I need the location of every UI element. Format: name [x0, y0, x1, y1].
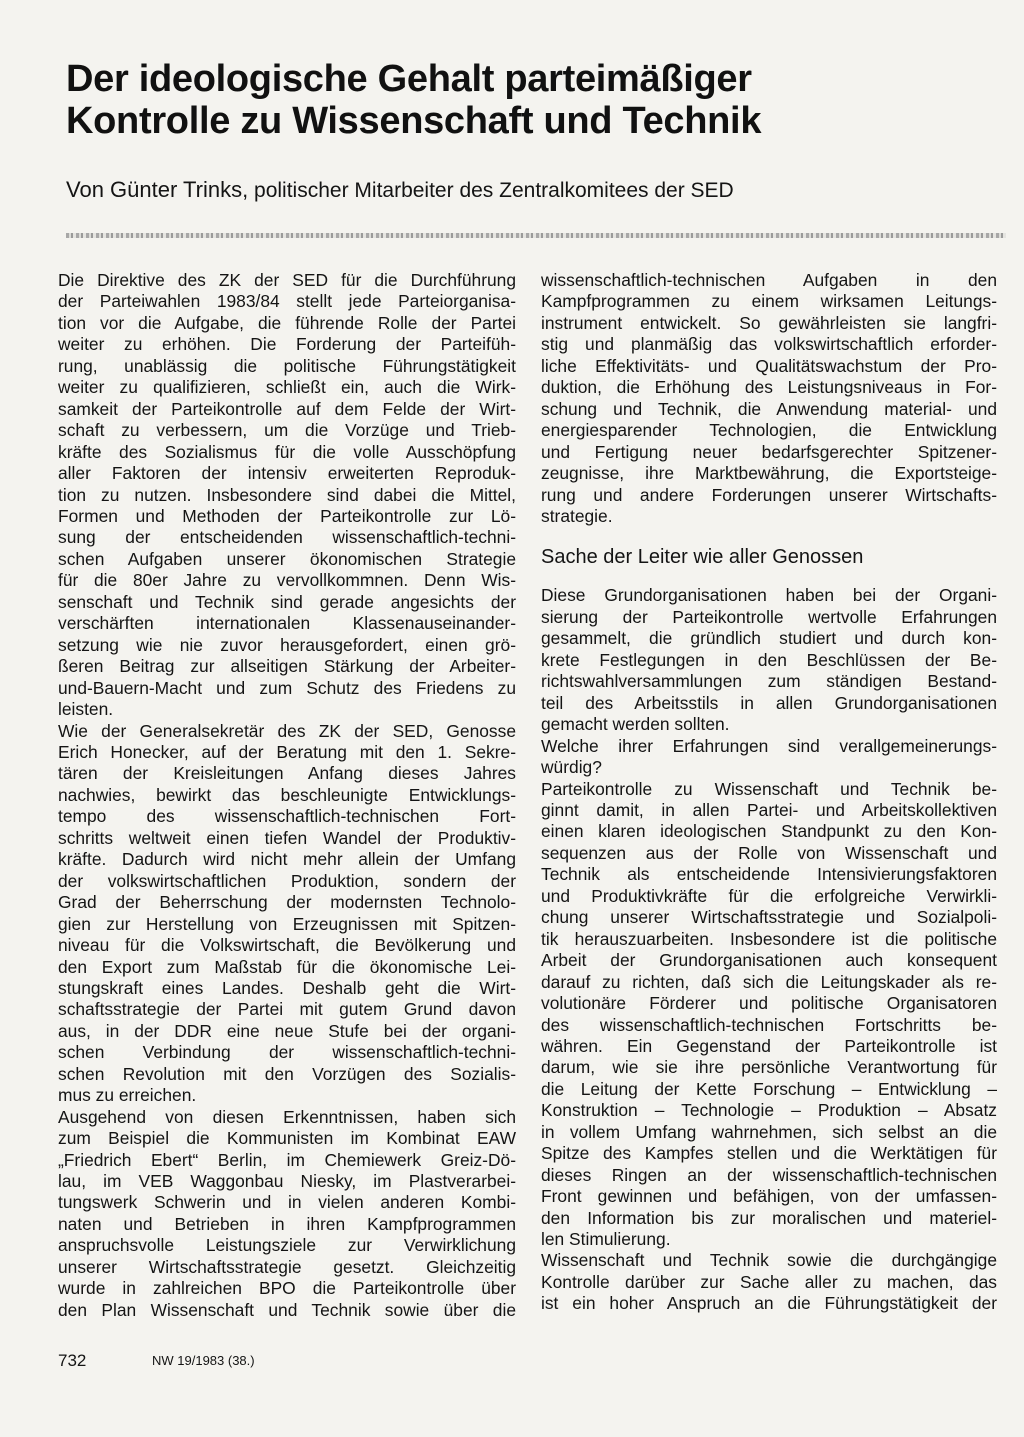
left-paragraph-3	[58, 1107, 516, 1322]
text-line: den Plan Wissenschaft und Technik sowie über die	[58, 1299, 516, 1320]
text-line: ist ein hoher Anspruch an die Führungstätigkeit der	[541, 1293, 997, 1314]
left-paragraph-2	[58, 721, 516, 1107]
text-line: ginnt damit, in allen Partei- und Arbeitskollektiven	[541, 799, 997, 820]
text-line: duktion, die Erhöhung des Leistungsniveaus in For-	[541, 377, 997, 398]
text-line: Parteikontrolle zu Wissenschaft und Technik be-	[541, 778, 997, 799]
text-line: anspruchsvolle Leistungsziele zur Verwirklichung	[58, 1235, 516, 1256]
text-line: darum, wie sie ihre persönliche Verantwortung für	[541, 1057, 997, 1078]
text-line: Spitze des Kampfes stellen und die Werktätigen für	[541, 1143, 997, 1164]
text-line: wissenschaftlich-technischen Aufgaben in den	[541, 270, 997, 290]
text-line: schaft zu verbessern, um die Vorzüge und Trieb-	[58, 420, 516, 441]
text-line: lau, im VEB Waggonbau Niesky, im Plastverarbei-	[58, 1171, 516, 1192]
text-line: rung, unablässig die politische Führungstätigkeit	[58, 355, 516, 376]
text-line: niveau für die Volkswirtschaft, die Bevölkerung und	[58, 935, 516, 956]
text-line: zum Beispiel die Kommunisten im Kombinat EAW	[58, 1128, 516, 1149]
text-line: senschaft und Technik sind gerade angesichts der	[58, 591, 516, 612]
text-line: tik herauszuarbeiten. Insbesondere ist die politische	[541, 928, 997, 949]
byline-author: Von Günter Trinks,	[66, 177, 249, 202]
text-line: Erich Honecker, auf der Beratung mit den 1. Sekre-	[58, 741, 516, 762]
byline-role: politischer Mitarbeiter des Zentralkomitees der SED	[248, 179, 734, 202]
text-line: des wissenschaftlich-technischen Fortschritts be-	[541, 1014, 997, 1035]
text-line: liche Effektivitäts- und Qualitätswachstum der Pro-	[541, 355, 997, 376]
left-paragraph-1	[58, 270, 516, 721]
text-line: tion zu nutzen. Insbesondere sind dabei die Mittel,	[58, 484, 516, 505]
text-line: tären der Kreisleitungen Anfang dieses Jahres	[58, 763, 516, 784]
text-line: Wissenschaft und Technik sowie die durchgängige	[541, 1250, 997, 1271]
text-line: dieses Ringen an der wissenschaftlich-technischen	[541, 1164, 997, 1185]
text-line: aus, in der DDR eine neue Stufe bei der organi-	[58, 1020, 516, 1041]
text-line: und Produktivkräfte für die erfolgreiche Verwirkli-	[541, 885, 997, 906]
text-line: samkeit der Parteikontrolle auf dem Felde der Wirt-	[58, 398, 516, 419]
text-line: Diese Grundorganisationen haben bei der Organi-	[541, 585, 997, 606]
text-line: volutionäre Förderer und politische Organisatoren	[541, 993, 997, 1014]
text-line: setzung wie nie zuvor herausgefordert, einen grö-	[58, 634, 516, 655]
text-line: Front gewinnen und befähigen, von der umfassen-	[541, 1186, 997, 1207]
text-line: len Stimulierung.	[541, 1229, 671, 1250]
text-line: Formen und Methoden der Parteikontrolle zur Lö-	[58, 505, 516, 526]
right-column	[541, 270, 997, 1315]
text-line: mus zu erreichen.	[58, 1085, 197, 1106]
title-line-1: Der ideologische Gehalt parteimäßiger	[66, 58, 752, 100]
text-line: zeugnisse, ihre Marktbewährung, die Exportsteige-	[541, 463, 997, 484]
text-line: unserer Wirtschaftsstrategie gesetzt. Gleichzeitig	[58, 1256, 516, 1277]
text-line: einen klaren ideologischen Standpunkt zu den Kon-	[541, 821, 997, 842]
text-line: weiter zu erhöhen. Die Forderung der Parteifüh-	[58, 334, 516, 355]
text-line: Ausgehend von diesen Erkenntnissen, haben sich	[58, 1106, 516, 1127]
text-line: schritts weltweit einen tiefen Wandel der Produktiv-	[58, 827, 516, 848]
text-line: aller Faktoren der intensiv erweiterten Reproduk-	[58, 463, 516, 484]
text-line: gien zur Herstellung von Erzeugnissen mit Spitzen-	[58, 913, 516, 934]
page-number: 732	[58, 1351, 87, 1370]
text-line: den Information bis zur moralischen und materiel-	[541, 1207, 997, 1228]
text-line: naten und Betrieben in ihren Kampfprogrammen	[58, 1213, 516, 1234]
text-line: gemacht werden sollten.	[541, 714, 730, 735]
text-line: Technik als entscheidende Intensivierungsfaktoren	[541, 864, 997, 885]
text-line: kräfte des Sozialismus für die volle Ausschöpfung	[58, 441, 516, 462]
text-line: und-Bauern-Macht und zum Schutz des Friedens zu	[58, 677, 516, 698]
text-line: Die Direktive des ZK der SED für die Durchführung	[58, 270, 516, 290]
text-line: krete Festlegungen in den Beschlüssen der Be-	[541, 649, 997, 670]
text-line: in vollem Umfang wahrnehmen, sich selbst an die	[541, 1121, 997, 1142]
text-line: rung und andere Forderungen unserer Wirtschafts-	[541, 484, 997, 505]
article-title	[66, 58, 966, 142]
section-heading: Sache der Leiter wie aller Genossen	[541, 546, 864, 569]
text-line: Welche ihrer Erfahrungen sind verallgemeinerungs-	[541, 735, 997, 756]
text-line: leisten.	[58, 699, 114, 720]
right-paragraph-5	[541, 1250, 997, 1314]
text-line: darauf zu richten, daß sich die Leitungskader als re-	[541, 971, 997, 992]
text-line: der volkswirtschaftlichen Produktion, sondern der	[58, 870, 516, 891]
text-line: nachwies, bewirkt das beschleunigte Entwicklungs-	[58, 784, 516, 805]
text-line: stungskraft eines Landes. Deshalb geht die Wirt-	[58, 977, 516, 998]
right-paragraph-1	[541, 270, 997, 527]
text-line: richtswahlversammlungen zum ständigen Bestand-	[541, 671, 997, 692]
text-line: instrument entwickelt. So gewährleisten sie langfri-	[541, 312, 997, 333]
title-line-2: Kontrolle zu Wissenschaft und Technik	[66, 100, 762, 142]
left-column	[58, 270, 516, 1321]
text-line: würdig?	[541, 757, 602, 778]
text-line: währen. Ein Gegenstand der Parteikontrolle ist	[541, 1035, 997, 1056]
text-line: sierung der Parteikontrolle wertvolle Erfahrungen	[541, 606, 997, 627]
issue-reference: NW 19/1983 (38.)	[152, 1353, 255, 1368]
text-line: stig und planmäßig das volkswirtschaftlich erforder-	[541, 334, 997, 355]
right-paragraph-2	[541, 585, 997, 735]
text-line: energiesparender Technologien, die Entwicklung	[541, 420, 997, 441]
text-line: tion vor die Aufgabe, die führende Rolle der Partei	[58, 312, 516, 333]
text-line: sequenzen aus der Rolle von Wissenschaft und	[541, 842, 997, 863]
text-line: teil des Arbeitsstils in allen Grundorganisationen	[541, 692, 997, 713]
right-paragraph-3	[541, 736, 997, 779]
text-line: schaftsstrategie der Partei mit gutem Grund davon	[58, 999, 516, 1020]
text-line: tungswerk Schwerin und in vielen anderen Kombi-	[58, 1192, 516, 1213]
text-line: Konstruktion – Technologie – Produktion – Absatz	[541, 1100, 997, 1121]
text-line: für die 80er Jahre zu vervollkommnen. Denn Wis-	[58, 570, 516, 591]
right-paragraph-4	[541, 779, 997, 1251]
text-line: der Parteiwahlen 1983/84 stellt jede Parteiorganisa-	[58, 291, 516, 312]
text-line: schung und Technik, die Anwendung material- und	[541, 398, 997, 419]
title-divider	[66, 233, 1006, 238]
text-line: Arbeit der Grundorganisationen auch konsequent	[541, 950, 997, 971]
text-line: verschärften internationalen Klassenauseinander-	[58, 613, 516, 634]
text-line: die Leitung der Kette Forschung – Entwicklung –	[541, 1078, 997, 1099]
text-line: gesammelt, die gründlich studiert und durch kon-	[541, 628, 997, 649]
text-line: Grad der Beherrschung der modernsten Technolo-	[58, 892, 516, 913]
text-line: chung unserer Wirtschaftsstrategie und Sozialpoli-	[541, 907, 997, 928]
text-line: sung der entscheidenden wissenschaftlich-techni-	[58, 527, 516, 548]
text-line: Kampfprogrammen zu einem wirksamen Leitungs-	[541, 291, 997, 312]
text-line: „Friedrich Ebert“ Berlin, im Chemiewerk Greiz-Dö-	[58, 1149, 516, 1170]
text-line: und Fertigung neuer bedarfsgerechter Spitzener-	[541, 441, 997, 462]
text-line: kräfte. Dadurch wird nicht mehr allein der Umfang	[58, 849, 516, 870]
text-line: Kontrolle darüber zur Sache aller zu machen, das	[541, 1271, 997, 1292]
text-line: den Export zum Maßstab für die ökonomische Lei-	[58, 956, 516, 977]
text-line: wurde in zahlreichen BPO die Parteikontrolle über	[58, 1278, 516, 1299]
text-line: ßeren Beitrag zur allseitigen Stärkung der Arbeiter-	[58, 656, 516, 677]
text-line: strategie.	[541, 505, 613, 526]
text-line: schen Aufgaben unserer ökonomischen Strategie	[58, 548, 516, 569]
text-line: schen Verbindung der wissenschaftlich-techni-	[58, 1042, 516, 1063]
article-byline	[66, 176, 966, 205]
text-line: Wie der Generalsekretär des ZK der SED, Genosse	[58, 720, 516, 741]
text-line: schen Revolution mit den Vorzügen des Sozialis-	[58, 1063, 516, 1084]
text-line: tempo des wissenschaftlich-technischen Fort-	[58, 806, 516, 827]
text-line: weiter zu qualifizieren, schließt ein, auch die Wirk-	[58, 377, 516, 398]
